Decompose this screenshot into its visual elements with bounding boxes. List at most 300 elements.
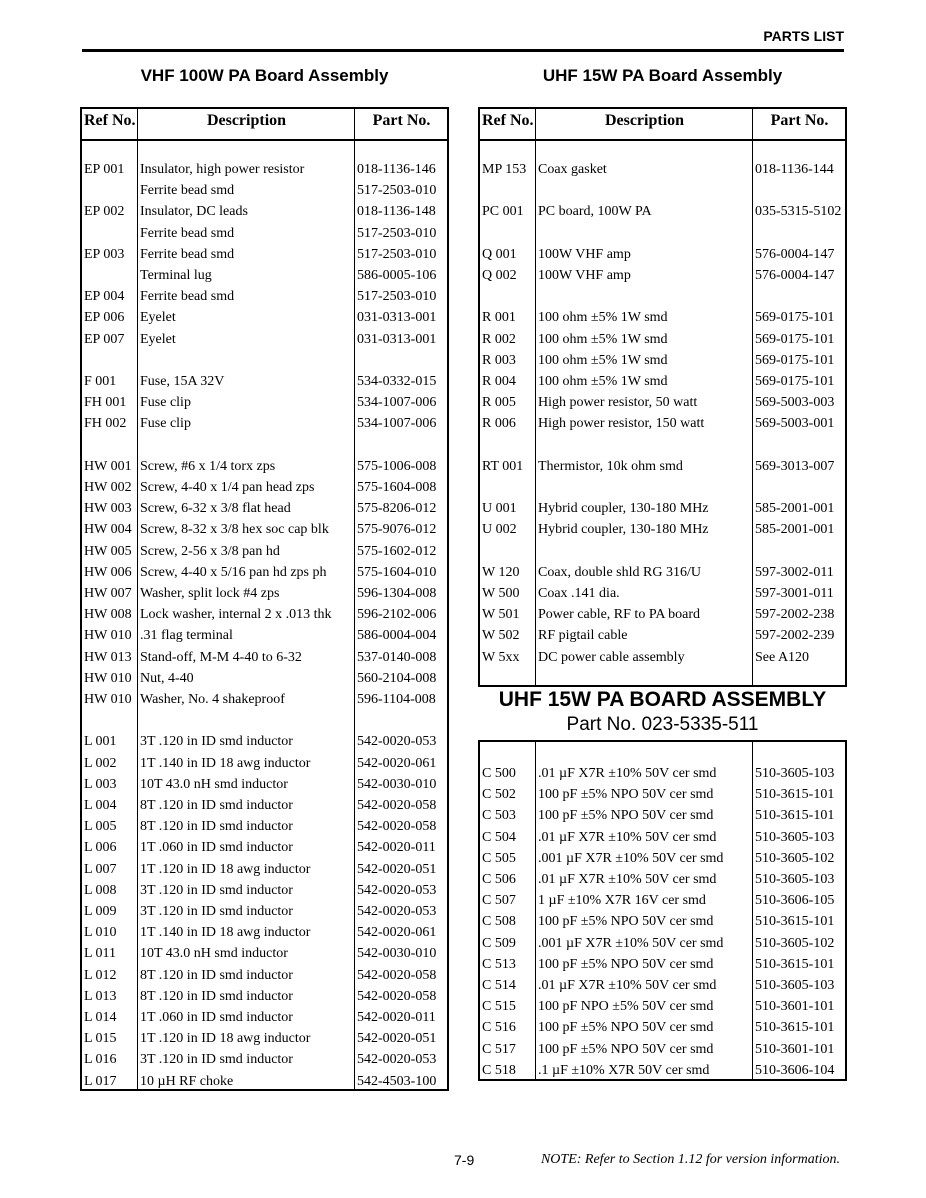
table-row [480, 827, 845, 848]
table-row [480, 975, 845, 996]
description-cell: 100W VHF amp [538, 268, 631, 283]
ref-cell: HW 010 [84, 692, 132, 707]
table-row [480, 869, 845, 890]
ref-cell: C 508 [482, 914, 516, 930]
table-row [82, 413, 447, 434]
part-number-cell: 542-0030-010 [357, 946, 437, 962]
table-row [82, 816, 447, 837]
description-cell: 10T 43.0 nH smd inductor [140, 776, 288, 792]
description-cell: PC board, 100W PA [538, 204, 652, 220]
part-number-cell: 542-0020-058 [357, 798, 437, 813]
description-cell: 3T .120 in ID smd inductor [140, 904, 293, 919]
table-row [82, 329, 447, 350]
description-cell: 100 ohm ±5% 1W smd [538, 310, 668, 326]
table-row [480, 456, 845, 477]
ref-cell: R 005 [482, 395, 516, 411]
part-number-cell: 517-2503-010 [357, 289, 437, 305]
part-number-cell: 586-0004-004 [357, 628, 437, 644]
table-row [480, 763, 845, 784]
table-row [82, 710, 447, 731]
part-number-cell: 534-0332-015 [357, 374, 437, 389]
part-number-cell: 510-3606-105 [755, 893, 835, 909]
ref-cell: W 120 [482, 564, 520, 580]
ref-cell: FH 002 [84, 416, 127, 432]
table-row [480, 647, 845, 668]
part-number-cell: 576-0004-147 [755, 268, 835, 283]
table-row [82, 965, 447, 986]
description-cell: .01 µF X7R ±10% 50V cer smd [538, 872, 717, 887]
ref-cell: L 007 [84, 861, 117, 877]
table-row [480, 996, 845, 1017]
description-cell: 1T .120 in ID 18 awg inductor [140, 861, 311, 877]
description-cell: Screw, #6 x 1/4 torx zps [140, 458, 276, 474]
ref-cell: EP 002 [84, 204, 125, 220]
table-row [480, 1017, 845, 1038]
ref-cell: C 509 [482, 935, 516, 951]
page-header-label: PARTS LIST [763, 28, 844, 44]
table-row [480, 1060, 845, 1081]
ref-cell: R 001 [482, 310, 516, 326]
table-row [82, 159, 447, 180]
table-row [82, 371, 447, 392]
part-number-cell: 517-2503-010 [357, 183, 437, 199]
table-row [82, 859, 447, 880]
part-number-cell: 569-5003-001 [755, 416, 835, 432]
table-row [480, 541, 845, 562]
ref-cell: C 514 [482, 978, 516, 993]
ref-cell: L 005 [84, 819, 117, 835]
table-row [82, 880, 447, 901]
part-number-cell: 542-0020-058 [357, 988, 437, 1004]
table-row [82, 180, 447, 201]
header-rule [82, 49, 844, 52]
part-number-cell: 569-0175-101 [755, 374, 835, 389]
description-cell: 3T .120 in ID smd inductor [140, 1052, 293, 1068]
ref-cell: C 504 [482, 829, 516, 845]
part-number-cell: 542-0020-061 [357, 755, 437, 771]
ref-cell: L 009 [84, 904, 117, 919]
description-cell: DC power cable assembly [538, 649, 685, 665]
table-row [82, 1049, 447, 1070]
description-cell: 1T .140 in ID 18 awg inductor [140, 925, 311, 941]
column-header-description: Description [604, 112, 685, 129]
part-number-cell: 575-9076-012 [357, 522, 437, 538]
description-cell: 100 pF ±5% NPO 50V cer smd [538, 787, 714, 803]
ref-cell: HW 010 [84, 628, 132, 644]
part-number-cell: 510-3615-101 [755, 956, 835, 972]
description-cell: 1T .060 in ID smd inductor [140, 1010, 293, 1025]
description-cell: Insulator, DC leads [140, 204, 248, 220]
table-row [82, 477, 447, 498]
description-cell: 100 pF ±5% NPO 50V cer smd [538, 956, 714, 972]
table-row [82, 986, 447, 1007]
part-number-cell: 569-5003-003 [755, 395, 835, 411]
ref-cell: C 505 [482, 850, 516, 866]
uhf-section-title: UHF 15W PA BOARD ASSEMBLY [498, 688, 827, 711]
table-row [480, 1039, 845, 1060]
part-number-cell: 510-3601-101 [755, 999, 835, 1015]
table-row [82, 647, 447, 668]
table-row [82, 731, 447, 752]
table-row [480, 201, 845, 222]
description-cell: Hybrid coupler, 130-180 MHz [538, 501, 709, 517]
table-row [82, 562, 447, 583]
ref-cell: HW 003 [84, 501, 132, 517]
table-row [82, 837, 447, 858]
ref-cell: L 010 [84, 925, 117, 941]
description-cell: Screw, 6-32 x 3/8 flat head [140, 501, 291, 517]
uhf-section-heading [478, 687, 847, 737]
table-row [480, 350, 845, 371]
table-row [480, 498, 845, 519]
ref-cell: C 513 [482, 956, 516, 972]
part-number-cell: 510-3615-101 [755, 808, 835, 824]
description-cell: 8T .120 in ID smd inductor [140, 988, 293, 1004]
ref-cell: L 011 [84, 946, 117, 962]
table-row [480, 562, 845, 583]
table-row [480, 583, 845, 604]
table-row [480, 159, 845, 180]
part-number-cell: 517-2503-010 [357, 246, 437, 262]
ref-cell: PC 001 [482, 204, 524, 220]
part-number-cell: 597-2002-238 [755, 607, 835, 623]
table-row [82, 774, 447, 795]
description-cell: 100 pF ±5% NPO 50V cer smd [538, 1020, 714, 1036]
description-cell: Stand-off, M-M 4-40 to 6-32 [140, 649, 302, 665]
left-table-title: VHF 100W PA Board Assembly [140, 66, 389, 85]
table-row [480, 180, 845, 201]
table-row [480, 933, 845, 954]
part-number-cell: 510-3615-101 [755, 914, 835, 930]
part-number-cell: 597-2002-239 [755, 628, 835, 644]
ref-cell: L 014 [84, 1010, 117, 1025]
part-number-cell: 542-0020-051 [357, 1031, 437, 1047]
part-number-cell: 031-0313-001 [357, 331, 437, 347]
ref-cell: W 501 [482, 607, 520, 623]
ref-cell: HW 005 [84, 543, 132, 559]
table-row [82, 795, 447, 816]
part-number-cell: 542-0020-051 [357, 861, 437, 877]
table-row [480, 244, 845, 265]
part-number-cell: 510-3605-102 [755, 850, 835, 866]
description-cell: Terminal lug [140, 268, 212, 283]
column-header-part: Part No. [770, 112, 829, 129]
ref-cell: W 502 [482, 628, 520, 644]
ref-cell: R 006 [482, 416, 516, 432]
description-cell: Screw, 4-40 x 1/4 pan head zps [140, 480, 315, 495]
table-row [480, 805, 845, 826]
description-cell: 1T .140 in ID 18 awg inductor [140, 755, 311, 771]
table-row [82, 689, 447, 710]
part-number-cell: 596-1304-008 [357, 586, 437, 601]
table-row [82, 1007, 447, 1028]
part-number-cell: 575-1006-008 [357, 458, 437, 474]
table-row [82, 286, 447, 307]
part-number-cell: 586-0005-106 [357, 268, 437, 283]
description-cell: RF pigtail cable [538, 628, 628, 644]
ref-cell: L 003 [84, 776, 117, 792]
part-number-cell: 542-0020-058 [357, 819, 437, 835]
ref-cell: EP 007 [84, 331, 125, 347]
part-number-cell: 510-3605-102 [755, 935, 835, 951]
description-cell: Lock washer, internal 2 x .013 thk [140, 607, 332, 623]
ref-cell: Q 001 [482, 246, 517, 262]
column-header-part: Part No. [372, 112, 431, 129]
part-number-cell: 575-1604-008 [357, 480, 437, 495]
table-row [82, 435, 447, 456]
description-cell: 1T .060 in ID smd inductor [140, 840, 293, 856]
ref-cell: C 517 [482, 1041, 516, 1057]
description-cell: Thermistor, 10k ohm smd [538, 458, 683, 474]
ref-cell: L 016 [84, 1052, 117, 1068]
description-cell: Screw, 2-56 x 3/8 pan hd [140, 543, 280, 559]
part-number-cell: 534-1007-006 [357, 416, 437, 432]
ref-cell: L 017 [84, 1073, 117, 1089]
part-number-cell: 542-0020-053 [357, 734, 437, 750]
description-cell: Washer, split lock #4 zps [140, 586, 280, 601]
description-cell: .01 µF X7R ±10% 50V cer smd [538, 829, 717, 845]
ref-cell: MP 153 [482, 162, 527, 177]
ref-cell: L 004 [84, 798, 117, 813]
ref-cell: R 004 [482, 374, 516, 389]
description-cell: High power resistor, 150 watt [538, 416, 705, 432]
ref-cell: F 001 [84, 374, 117, 389]
table-row [480, 265, 845, 286]
ref-cell: C 503 [482, 808, 516, 824]
ref-cell: C 506 [482, 872, 516, 887]
table-row [82, 392, 447, 413]
table-row [82, 541, 447, 562]
part-number-cell: 575-1604-010 [357, 564, 437, 580]
ref-cell: L 013 [84, 988, 117, 1004]
ref-cell: R 002 [482, 331, 516, 347]
ref-cell: Q 002 [482, 268, 517, 283]
part-number-cell: 018-1136-146 [357, 162, 436, 177]
part-number-cell: 597-3001-011 [755, 586, 834, 601]
description-cell: Insulator, high power resistor [140, 162, 305, 177]
description-cell: Coax gasket [538, 162, 607, 177]
ref-cell: HW 008 [84, 607, 132, 623]
part-number-cell: 542-4503-100 [357, 1073, 437, 1089]
table-row [480, 392, 845, 413]
table-row [480, 625, 845, 646]
header-divider [480, 139, 845, 141]
table-row [82, 519, 447, 540]
description-cell: Washer, No. 4 shakeproof [140, 692, 285, 707]
column-header-description: Description [206, 112, 287, 129]
description-cell: Screw, 4-40 x 5/16 pan hd zps ph [140, 564, 327, 580]
table-row [82, 307, 447, 328]
column-header-ref: Ref No. [482, 112, 534, 129]
description-cell: Coax, double shld RG 316/U [538, 564, 701, 580]
part-number-cell: 510-3606-104 [755, 1062, 835, 1078]
description-cell: 100 pF ±5% NPO 50V cer smd [538, 1041, 714, 1057]
ref-cell: C 507 [482, 893, 516, 909]
uhf-capacitor-table [478, 740, 847, 1081]
table-row [82, 922, 447, 943]
description-cell: .31 flag terminal [140, 628, 233, 644]
ref-cell: HW 002 [84, 480, 132, 495]
description-cell: Coax .141 dia. [538, 586, 620, 601]
table-row [82, 668, 447, 689]
ref-cell: HW 004 [84, 522, 132, 538]
part-number-cell: 542-0020-011 [357, 1010, 436, 1025]
part-number-cell: 569-0175-101 [755, 331, 835, 347]
table-row [82, 201, 447, 222]
description-cell: 10 µH RF choke [140, 1073, 234, 1089]
part-number-cell: 569-0175-101 [755, 310, 835, 326]
part-number-cell: 510-3605-103 [755, 872, 835, 887]
ref-cell: C 515 [482, 999, 516, 1015]
description-cell: .01 µF X7R ±10% 50V cer smd [538, 766, 717, 781]
description-cell: High power resistor, 50 watt [538, 395, 698, 411]
table-row [480, 890, 845, 911]
description-cell: 3T .120 in ID smd inductor [140, 734, 293, 750]
part-number-cell: 569-0175-101 [755, 352, 835, 368]
description-cell: .01 µF X7R ±10% 50V cer smd [538, 978, 717, 993]
description-cell: Fuse clip [140, 416, 191, 432]
description-cell: 8T .120 in ID smd inductor [140, 819, 293, 835]
part-number-cell: 542-0020-061 [357, 925, 437, 941]
part-number-cell: 542-0020-053 [357, 904, 437, 919]
part-number-cell: 596-2102-006 [357, 607, 437, 623]
footer-note: NOTE: Refer to Section 1.12 for version information. [540, 1152, 840, 1167]
ref-cell: L 001 [84, 734, 117, 750]
table-row [480, 371, 845, 392]
table-row [480, 286, 845, 307]
table-row [82, 223, 447, 244]
table-row [480, 435, 845, 456]
part-number-cell: 575-8206-012 [357, 501, 437, 517]
description-cell: 100 pF ±5% NPO 50V cer smd [538, 914, 714, 930]
column-header-ref: Ref No. [84, 112, 136, 129]
table-row [480, 784, 845, 805]
description-cell: 100 ohm ±5% 1W smd [538, 374, 668, 389]
description-cell: Fuse, 15A 32V [140, 374, 225, 389]
table-row [82, 583, 447, 604]
part-number-cell: 542-0020-058 [357, 967, 437, 983]
part-number-cell: 510-3605-103 [755, 829, 835, 845]
table-row [480, 329, 845, 350]
description-cell: Fuse clip [140, 395, 191, 411]
table-row [480, 519, 845, 540]
part-number-cell: 517-2503-010 [357, 225, 437, 241]
ref-cell: RT 001 [482, 458, 524, 474]
description-cell: 1T .120 in ID 18 awg inductor [140, 1031, 311, 1047]
ref-cell: U 002 [482, 522, 517, 538]
description-cell: 100 ohm ±5% 1W smd [538, 352, 668, 368]
part-number-cell: 035-5315-5102 [755, 204, 842, 220]
table-row [82, 943, 447, 964]
description-cell: Nut, 4-40 [140, 670, 194, 686]
ref-cell: L 008 [84, 882, 117, 898]
description-cell: Ferrite bead smd [140, 289, 235, 305]
part-number-cell: 510-3605-103 [755, 766, 835, 781]
uhf-parts-table [478, 107, 847, 687]
table-row [82, 498, 447, 519]
part-number-cell: 542-0020-011 [357, 840, 436, 856]
description-cell: Eyelet [140, 310, 176, 326]
part-number-cell: 510-3605-103 [755, 978, 835, 993]
description-cell: Hybrid coupler, 130-180 MHz [538, 522, 709, 538]
description-cell: Power cable, RF to PA board [538, 607, 701, 623]
part-number-cell: 597-3002-011 [755, 564, 834, 580]
ref-cell: HW 013 [84, 649, 132, 665]
description-cell: Ferrite bead smd [140, 246, 235, 262]
part-number-cell: 510-3615-101 [755, 787, 835, 803]
ref-cell: L 002 [84, 755, 117, 771]
part-number-cell: 510-3615-101 [755, 1020, 835, 1036]
ref-cell: HW 006 [84, 564, 132, 580]
part-number-cell: 576-0004-147 [755, 246, 835, 262]
part-number-cell: 585-2001-001 [755, 501, 835, 517]
table-row [480, 911, 845, 932]
ref-cell: C 500 [482, 766, 516, 781]
description-cell: Eyelet [140, 331, 176, 347]
description-cell: .1 µF ±10% X7R 50V cer smd [538, 1062, 710, 1078]
part-number-cell: 596-1104-008 [357, 692, 436, 707]
part-number-cell: 018-1136-144 [755, 162, 834, 177]
ref-cell: W 5xx [482, 649, 520, 665]
table-row [480, 954, 845, 975]
table-row [82, 753, 447, 774]
description-cell: 8T .120 in ID smd inductor [140, 798, 293, 813]
part-number-cell: 018-1136-148 [357, 204, 436, 220]
part-number-cell: 542-0020-053 [357, 882, 437, 898]
vhf-parts-table [80, 107, 449, 1091]
header-divider [82, 139, 447, 141]
right-table-title: UHF 15W PA Board Assembly [542, 66, 783, 85]
ref-cell: HW 010 [84, 670, 132, 686]
page-number: 7-9 [454, 1152, 475, 1168]
part-number-cell: 510-3601-101 [755, 1041, 835, 1057]
part-number-cell: 537-0140-008 [357, 649, 437, 665]
description-cell: 100 pF NPO ±5% 50V cer smd [538, 999, 714, 1015]
table-row [480, 604, 845, 625]
part-number-cell: 569-3013-007 [755, 458, 835, 474]
ref-cell: W 500 [482, 586, 520, 601]
table-row [82, 244, 447, 265]
table-row [82, 1028, 447, 1049]
ref-cell: C 516 [482, 1020, 516, 1036]
part-number-cell: 542-0030-010 [357, 776, 437, 792]
description-cell: Ferrite bead smd [140, 225, 235, 241]
description-cell: 8T .120 in ID smd inductor [140, 967, 293, 983]
description-cell: 10T 43.0 nH smd inductor [140, 946, 288, 962]
ref-cell: U 001 [482, 501, 517, 517]
description-cell: .001 µF X7R ±10% 50V cer smd [538, 850, 724, 866]
ref-cell: HW 007 [84, 586, 132, 601]
part-number-cell: 031-0313-001 [357, 310, 437, 326]
description-cell: Ferrite bead smd [140, 183, 235, 199]
ref-cell: HW 001 [84, 458, 132, 474]
ref-cell: FH 001 [84, 395, 127, 411]
part-number-cell: 560-2104-008 [357, 670, 437, 686]
table-row [480, 477, 845, 498]
table-row [82, 1071, 447, 1092]
description-cell: 1 µF ±10% X7R 16V cer smd [538, 893, 706, 909]
ref-cell: EP 004 [84, 289, 125, 305]
ref-cell: C 518 [482, 1062, 516, 1078]
part-number-cell: 575-1602-012 [357, 543, 437, 559]
part-number-cell: 534-1007-006 [357, 395, 437, 411]
part-number-cell: See A120 [755, 649, 810, 665]
table-row [82, 456, 447, 477]
ref-cell: EP 001 [84, 162, 125, 177]
ref-cell: EP 003 [84, 246, 125, 262]
description-cell: 100W VHF amp [538, 246, 631, 262]
table-row [480, 307, 845, 328]
